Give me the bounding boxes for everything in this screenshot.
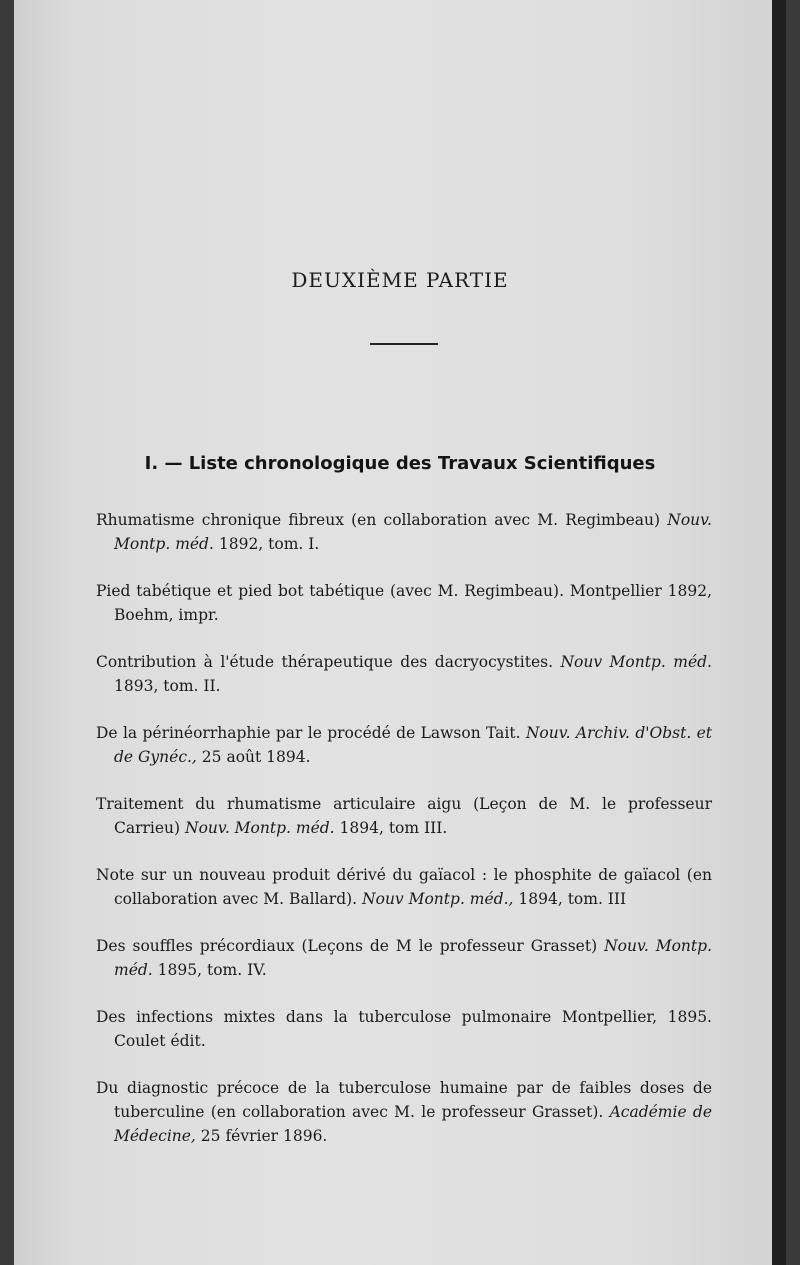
entry-publication: Nouv. Montp. méd. [114,937,712,979]
page-edge-shadow [772,0,786,1265]
entry-details: 1895, tom. IV. [157,961,267,979]
entry-publication: Nouv. Montp. méd. [114,511,712,553]
entry-details: 1894, tom. III [518,890,627,908]
list-item [96,650,712,698]
divider-rule [370,343,438,345]
entry-publication: Nouv. Archiv. d'Obst. et de Gynéc., [114,724,712,766]
entry-text: Des infections mixtes dans la tuberculose pulmonaire Montpellier, 1895. Coulet édit. [96,1008,712,1050]
entry-details: 1894, tom III. [339,819,448,837]
list-item [96,792,712,840]
entry-text: Note sur un nouveau produit dérivé du gaïacol : le phosphite de gaïacol (en collaboration avec M. Ballard). [96,866,712,908]
entries-list [96,508,712,1171]
entry-details: 25 août 1894. [201,748,311,766]
entry-text: De la périnéorrhaphie par le procédé de Lawson Tait. [96,724,521,742]
entry-publication: Nouv Montp. méd., [362,890,514,908]
list-item [96,579,712,627]
list-item [96,1076,712,1148]
entry-details: 1892, tom. I. [218,535,320,553]
entry-text: Des souffles précordiaux (Leçons de M le professeur Grasset) [96,937,598,955]
list-item [96,1005,712,1053]
section-heading: I. — Liste chronologique des Travaux Scientifiques [144,453,656,474]
entry-text: Du diagnostic précoce de la tuberculose humaine par de faibles doses de tuberculine (en collaboration avec M. le professeur Grasset). [96,1079,712,1121]
entry-text: Rhumatisme chronique fibreux (en collaboration avec M. Regimbeau) [96,511,661,529]
part-title: DEUXIÈME PARTIE [291,268,509,292]
list-item [96,721,712,769]
entry-publication: Nouv Montp. méd. [560,653,712,671]
entry-details: 1893, tom. II. [114,677,221,695]
entry-publication: Nouv. Montp. méd. [185,819,335,837]
entry-text: Contribution à l'étude thérapeutique des dacryocystites. [96,653,553,671]
entry-details: 25 février 1896. [200,1127,328,1145]
list-item [96,863,712,911]
list-item [96,508,712,556]
list-item [96,934,712,982]
entry-text: Pied tabétique et pied bot tabétique (avec M. Regimbeau). Montpellier 1892, Boehm, impr. [96,582,712,624]
entry-text: Traitement du rhumatisme articulaire aigu (Leçon de M. le professeur Carrieu) [96,795,712,837]
entry-publication: Académie de Médecine, [114,1103,713,1145]
